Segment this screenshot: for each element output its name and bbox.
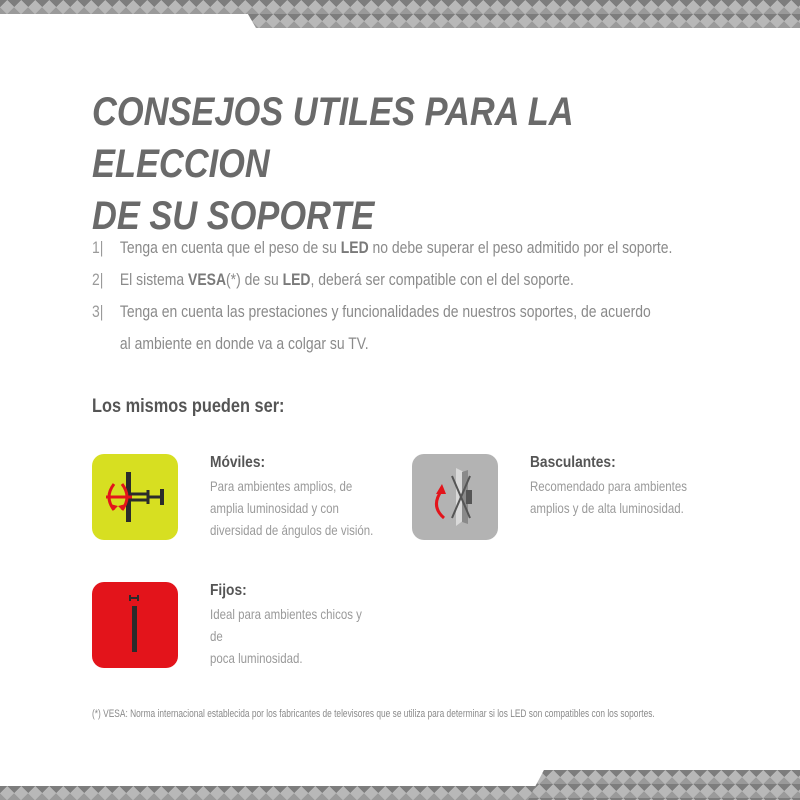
fixed-mount-icon <box>92 582 178 668</box>
tilting-mount-icon <box>412 454 498 540</box>
fijos-title: Fijos: <box>210 582 247 599</box>
fijos-description: Ideal para ambientes chicos y de poca luminosidad. <box>210 606 362 666</box>
title-line-2: DE SU SOPORTE <box>92 194 375 238</box>
footnote: (*) VESA: Norma internacional establecida por los fabricantes de televisores que se utiliza para determinar si los LED son compatibles con los soportes. <box>92 708 655 720</box>
basculantes-description: Recomendado para ambientes amplios y de alta luminosidad. <box>530 478 688 516</box>
tip-2: 2| El sistema VESA(*) de su LED, deberá ser compatible con el del soporte. <box>92 264 759 296</box>
section-subtitle: Los mismos pueden ser: <box>92 396 285 417</box>
tips-list <box>92 232 673 360</box>
tip-number: 2| <box>92 270 104 289</box>
tip-3: 3| Tenga en cuenta las prestaciones y funcionalidades de nuestros soportes, de acuerdo al ambiente en donde va a colgar su TV. <box>92 296 759 360</box>
title-line-1: CONSEJOS UTILES PARA LA ELECCION <box>92 90 573 186</box>
page-title <box>92 86 660 242</box>
tip-number: 1| <box>92 238 104 257</box>
tip-number: 3| <box>92 302 104 321</box>
moviles-title: Móviles: <box>210 454 266 471</box>
articulating-mount-icon <box>92 454 178 540</box>
moviles-description: Para ambientes amplios, de amplia luminosidad y con diversidad de ángulos de visión. <box>210 478 374 538</box>
basculantes-title: Basculantes: <box>530 454 616 471</box>
tip-1: 1| Tenga en cuenta que el peso de su LED no debe superar el peso admitido por el soporte. <box>92 232 759 264</box>
